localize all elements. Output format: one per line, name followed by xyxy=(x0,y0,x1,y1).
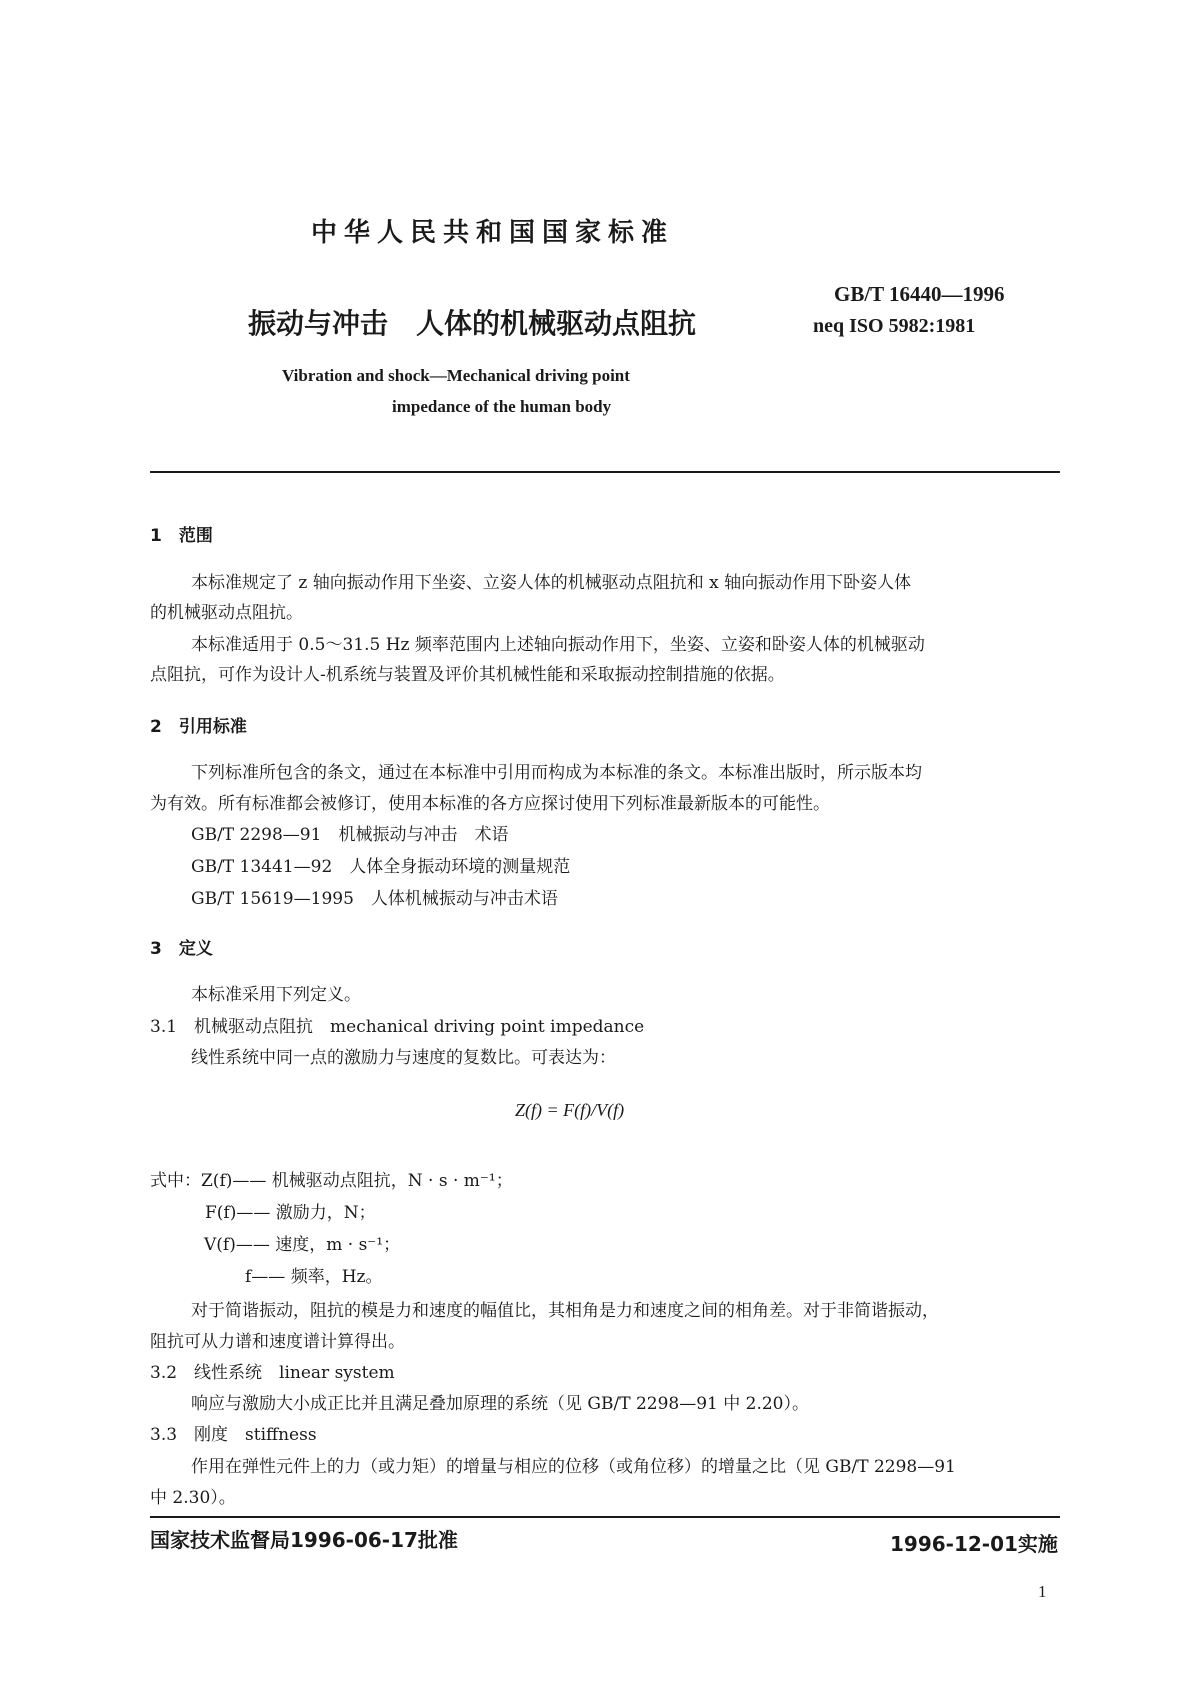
definition-3-1-note-line-2: 阻抗可从力谱和速度谱计算得出。 xyxy=(150,1332,405,1352)
reference-item: GB/T 15619—1995 人体机械振动与冲击术语 xyxy=(191,889,558,909)
section-1-paragraph-2-line-2: 点阻抗，可作为设计人-机系统与装置及评价其机械性能和采取振动控制措施的依据。 xyxy=(150,665,785,685)
standard-number: GB/T 16440—1996 xyxy=(834,282,1005,306)
section-2-paragraph-line-1: 下列标准所包含的条文，通过在本标准中引用而构成为本标准的条文。本标准出版时，所示版本均 xyxy=(191,763,922,783)
section-1-heading: 1 范围 xyxy=(150,526,213,546)
header-divider xyxy=(150,471,1060,473)
standard-title-chinese: 振动与冲击 人体的机械驱动点阻抗 xyxy=(248,307,697,340)
reference-item: GB/T 2298—91 机械振动与冲击 术语 xyxy=(191,825,509,845)
definition-3-1-text: 线性系统中同一点的激励力与速度的复数比。可表达为： xyxy=(191,1048,616,1068)
section-1-paragraph-2-line-1: 本标准适用于 0.5～31.5 Hz 频率范围内上述轴向振动作用下，坐姿、立姿和卧姿人体的机械驱动 xyxy=(191,635,925,655)
formula-variable-frequency: f—— 频率，Hz。 xyxy=(245,1267,383,1287)
impedance-formula: Z(f) = F(f)/V(f) xyxy=(515,1100,625,1120)
formula-variable-f-force: F(f)—— 激励力，N； xyxy=(205,1203,376,1223)
standard-title-english-line1: Vibration and shock—Mechanical driving point xyxy=(282,366,630,385)
reference-item: GB/T 13441—92 人体全身振动环境的测量规范 xyxy=(191,857,571,877)
definition-3-2-text: 响应与激励大小成正比并且满足叠加原理的系统（见 GB/T 2298—91 中 2.20）。 xyxy=(191,1394,810,1414)
implementation-date: 1996-12-01实施 xyxy=(890,1532,1058,1556)
section-1-paragraph-1-line-1: 本标准规定了 z 轴向振动作用下坐姿、立姿人体的机械驱动点阻抗和 x 轴向振动作用下卧姿人体 xyxy=(191,573,912,593)
footer-divider xyxy=(150,1516,1060,1518)
definition-3-2-heading: 3.2 线性系统 linear system xyxy=(150,1363,395,1383)
definition-3-1-heading: 3.1 机械驱动点阻抗 mechanical driving point impedance xyxy=(150,1017,645,1037)
section-1-paragraph-1-line-2: 的机械驱动点阻抗。 xyxy=(150,603,303,623)
definition-3-3-text-line-1: 作用在弹性元件上的力（或力矩）的增量与相应的位移（或角位移）的增量之比（见 GB/T 2298—91 xyxy=(191,1457,956,1477)
standard-title-english-line2: impedance of the human body xyxy=(392,397,612,416)
formula-variable-v: V(f)—— 速度，m · s⁻¹； xyxy=(204,1235,401,1255)
section-3-intro: 本标准采用下列定义。 xyxy=(191,985,361,1005)
national-standard-title: 中华人民共和国国家标准 xyxy=(311,218,675,248)
definition-3-3-heading: 3.3 刚度 stiffness xyxy=(150,1425,317,1445)
page-number: 1 xyxy=(1038,1582,1047,1601)
section-2-heading: 2 引用标准 xyxy=(150,717,247,737)
section-2-paragraph-line-2: 为有效。所有标准都会被修订，使用本标准的各方应探讨使用下列标准最新版本的可能性。 xyxy=(150,794,830,814)
formula-variable-z: 式中：Z(f)—— 机械驱动点阻抗，N · s · m⁻¹； xyxy=(150,1171,513,1191)
standard-equivalence: neq ISO 5982:1981 xyxy=(813,315,976,337)
section-3-heading: 3 定义 xyxy=(150,939,213,959)
approval-date: 国家技术监督局1996-06-17批准 xyxy=(150,1528,458,1552)
definition-3-3-text-line-2: 中 2.30）。 xyxy=(150,1488,236,1508)
definition-3-1-note-line-1: 对于简谐振动，阻抗的模是力和速度的幅值比，其相角是力和速度之间的相角差。对于非简谐振动， xyxy=(191,1301,939,1321)
